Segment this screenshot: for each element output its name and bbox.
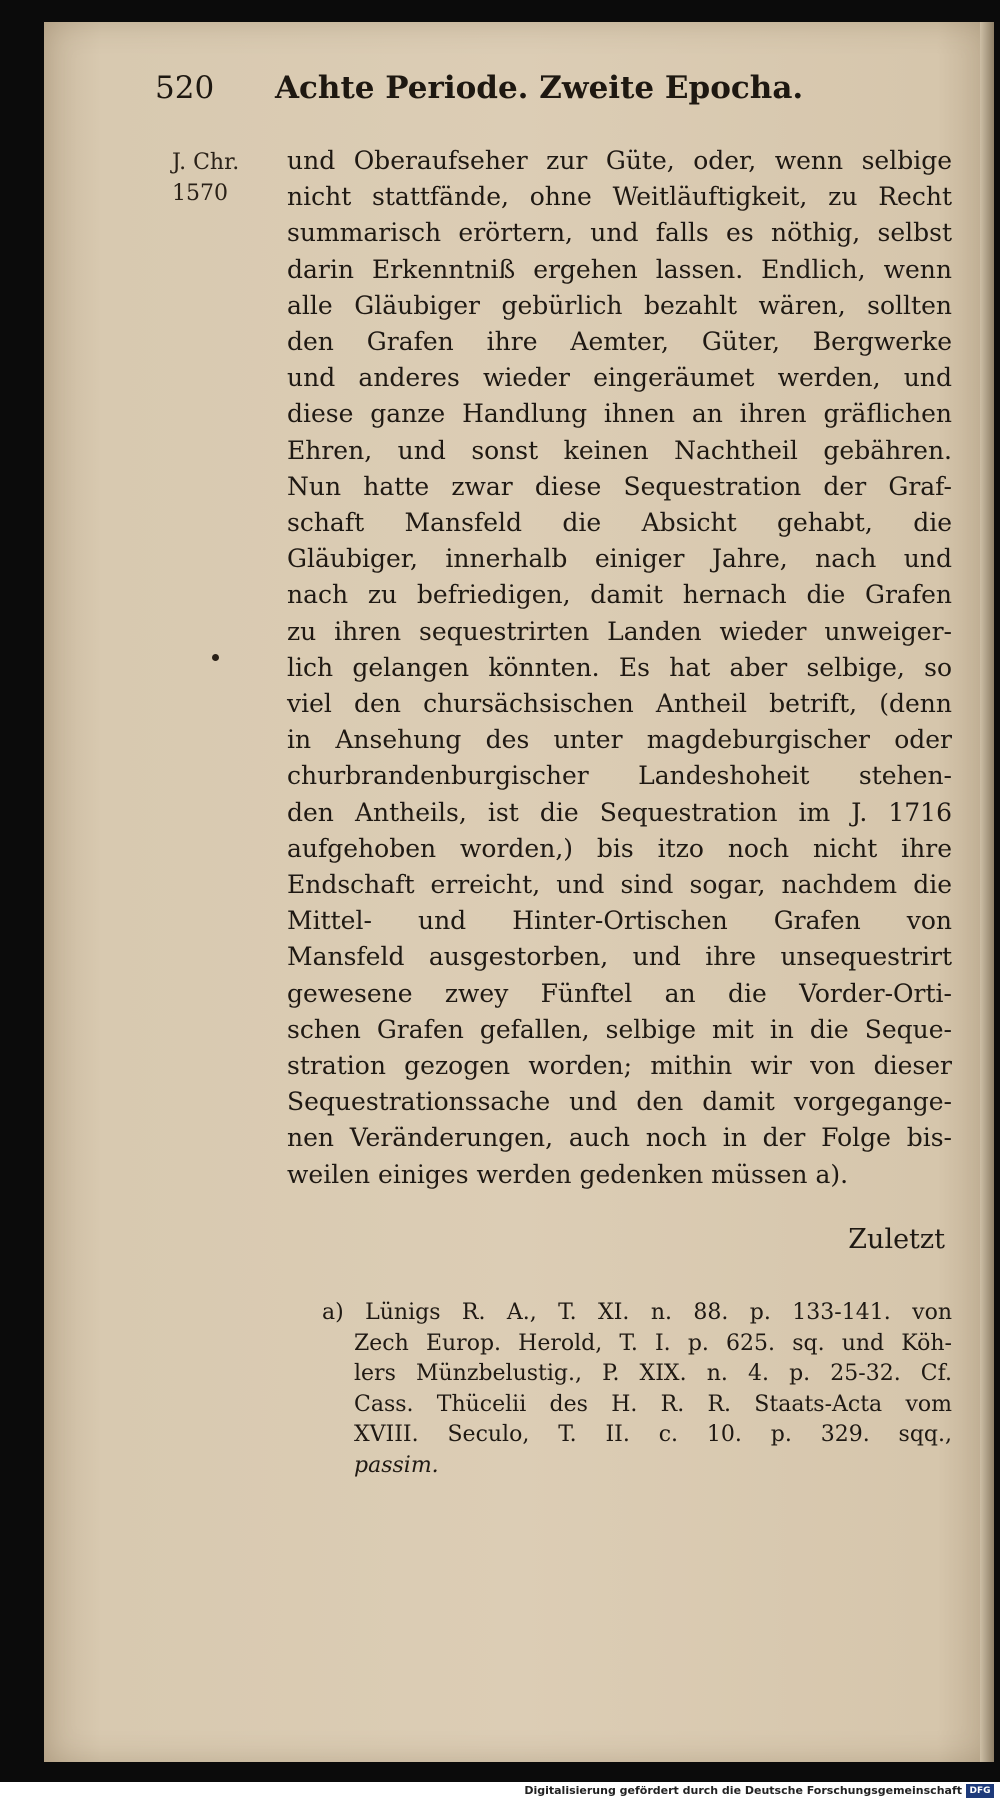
page-header: [155, 70, 815, 114]
margin-note: [172, 147, 287, 209]
footnote-line: Zech Europ. Herold, T. I. p. 625. sq. und Köh-: [354, 1330, 952, 1356]
text-line: aufgehoben worden,) bis itzo noch nicht ihre: [287, 833, 952, 863]
footnote: [322, 1298, 952, 1481]
text-line: churbrandenburgischer Landeshoheit stehen-: [287, 761, 952, 791]
text-line: den Antheils, ist die Sequestration im J. 1716: [287, 797, 952, 827]
page-edge: [980, 22, 994, 1762]
text-line: darin Erkenntniß ergehen lassen. Endlich, wenn: [287, 254, 952, 284]
text-line: Mansfeld ausgestorben, und ihre unsequestrirt: [287, 942, 952, 972]
ink-spot: [212, 654, 219, 661]
margin-note-year: 1570: [172, 181, 228, 206]
text-line: lich gelangen könnten. Es hat aber selbige, so: [287, 652, 952, 682]
text-line: und anderes wieder eingeräumet werden, und: [287, 363, 952, 393]
text-line: nicht stattfände, ohne Weitläuftigkeit, zu Recht: [287, 182, 952, 212]
text-line: viel den chursächsischen Antheil betrift, (denn: [287, 689, 952, 719]
footnote-line: passim.: [354, 1452, 439, 1478]
margin-note-era: J. Chr.: [172, 150, 240, 175]
footnote-line: lers Münzbelustig., P. XIX. n. 4. p. 25-32. Cf.: [354, 1361, 952, 1386]
catchword: Zuletzt: [848, 1224, 945, 1255]
footnote-line: XVIII. Seculo, T. II. c. 10. p. 329. sqq.,: [354, 1422, 952, 1447]
text-line: Mittel- und Hinter-Ortischen Grafen von: [287, 906, 952, 936]
text-line: gewesene zwey Fünftel an die Vorder-Orti-: [287, 978, 952, 1008]
dfg-logo-icon: DFG: [966, 1784, 994, 1798]
text-line: Nun hatte zwar diese Sequestration der Graf-: [287, 471, 952, 501]
text-line: und Oberaufseher zur Güte, oder, wenn selbige: [287, 146, 952, 175]
footnote-line: a) Lünigs R. A., T. XI. n. 88. p. 133-141. von: [322, 1300, 952, 1325]
text-line: Gläubiger, innerhalb einiger Jahre, nach und: [287, 544, 952, 574]
digitization-credit: Digitalisierung gefördert durch die Deutsche Forschungsgemeinschaft: [524, 1784, 962, 1797]
page-number: 520: [155, 70, 215, 106]
footnote-line: Cass. Thücelii des H. R. R. Staats-Acta vom: [354, 1391, 952, 1417]
text-line: diese ganze Handlung ihnen an ihren gräflichen: [287, 399, 952, 429]
text-line: Endschaft erreicht, und sind sogar, nachdem die: [287, 870, 952, 900]
text-line: summarisch erörtern, und falls es nöthig, selbst: [287, 218, 952, 248]
text-line: den Grafen ihre Aemter, Güter, Bergwerke: [287, 327, 952, 357]
text-line: nach zu befriedigen, damit hernach die Grafen: [287, 580, 952, 610]
text-line: schen Grafen gefallen, selbige mit in die Seque-: [287, 1014, 952, 1044]
digitization-footer: [0, 1782, 1000, 1801]
text-line: weilen einiges werden gedenken müssen a).: [287, 1159, 849, 1189]
running-head: Achte Periode. Zweite Epocha.: [275, 70, 804, 106]
text-line: stration gezogen worden; mithin wir von dieser: [287, 1051, 952, 1081]
text-line: Sequestrationssache und den damit vorgegange-: [287, 1087, 952, 1117]
body-text: [287, 143, 952, 1193]
text-line: schaft Mansfeld die Absicht gehabt, die: [287, 508, 952, 538]
text-line: zu ihren sequestrirten Landen wieder unweiger-: [287, 616, 952, 646]
text-line: nen Veränderungen, auch noch in der Folge bis-: [287, 1123, 952, 1153]
text-line: Ehren, und sonst keinen Nachtheil gebähren.: [287, 435, 952, 465]
text-line: alle Gläubiger gebürlich bezahlt wären, sollten: [287, 290, 952, 320]
text-line: in Ansehung des unter magdeburgischer oder: [287, 725, 952, 755]
